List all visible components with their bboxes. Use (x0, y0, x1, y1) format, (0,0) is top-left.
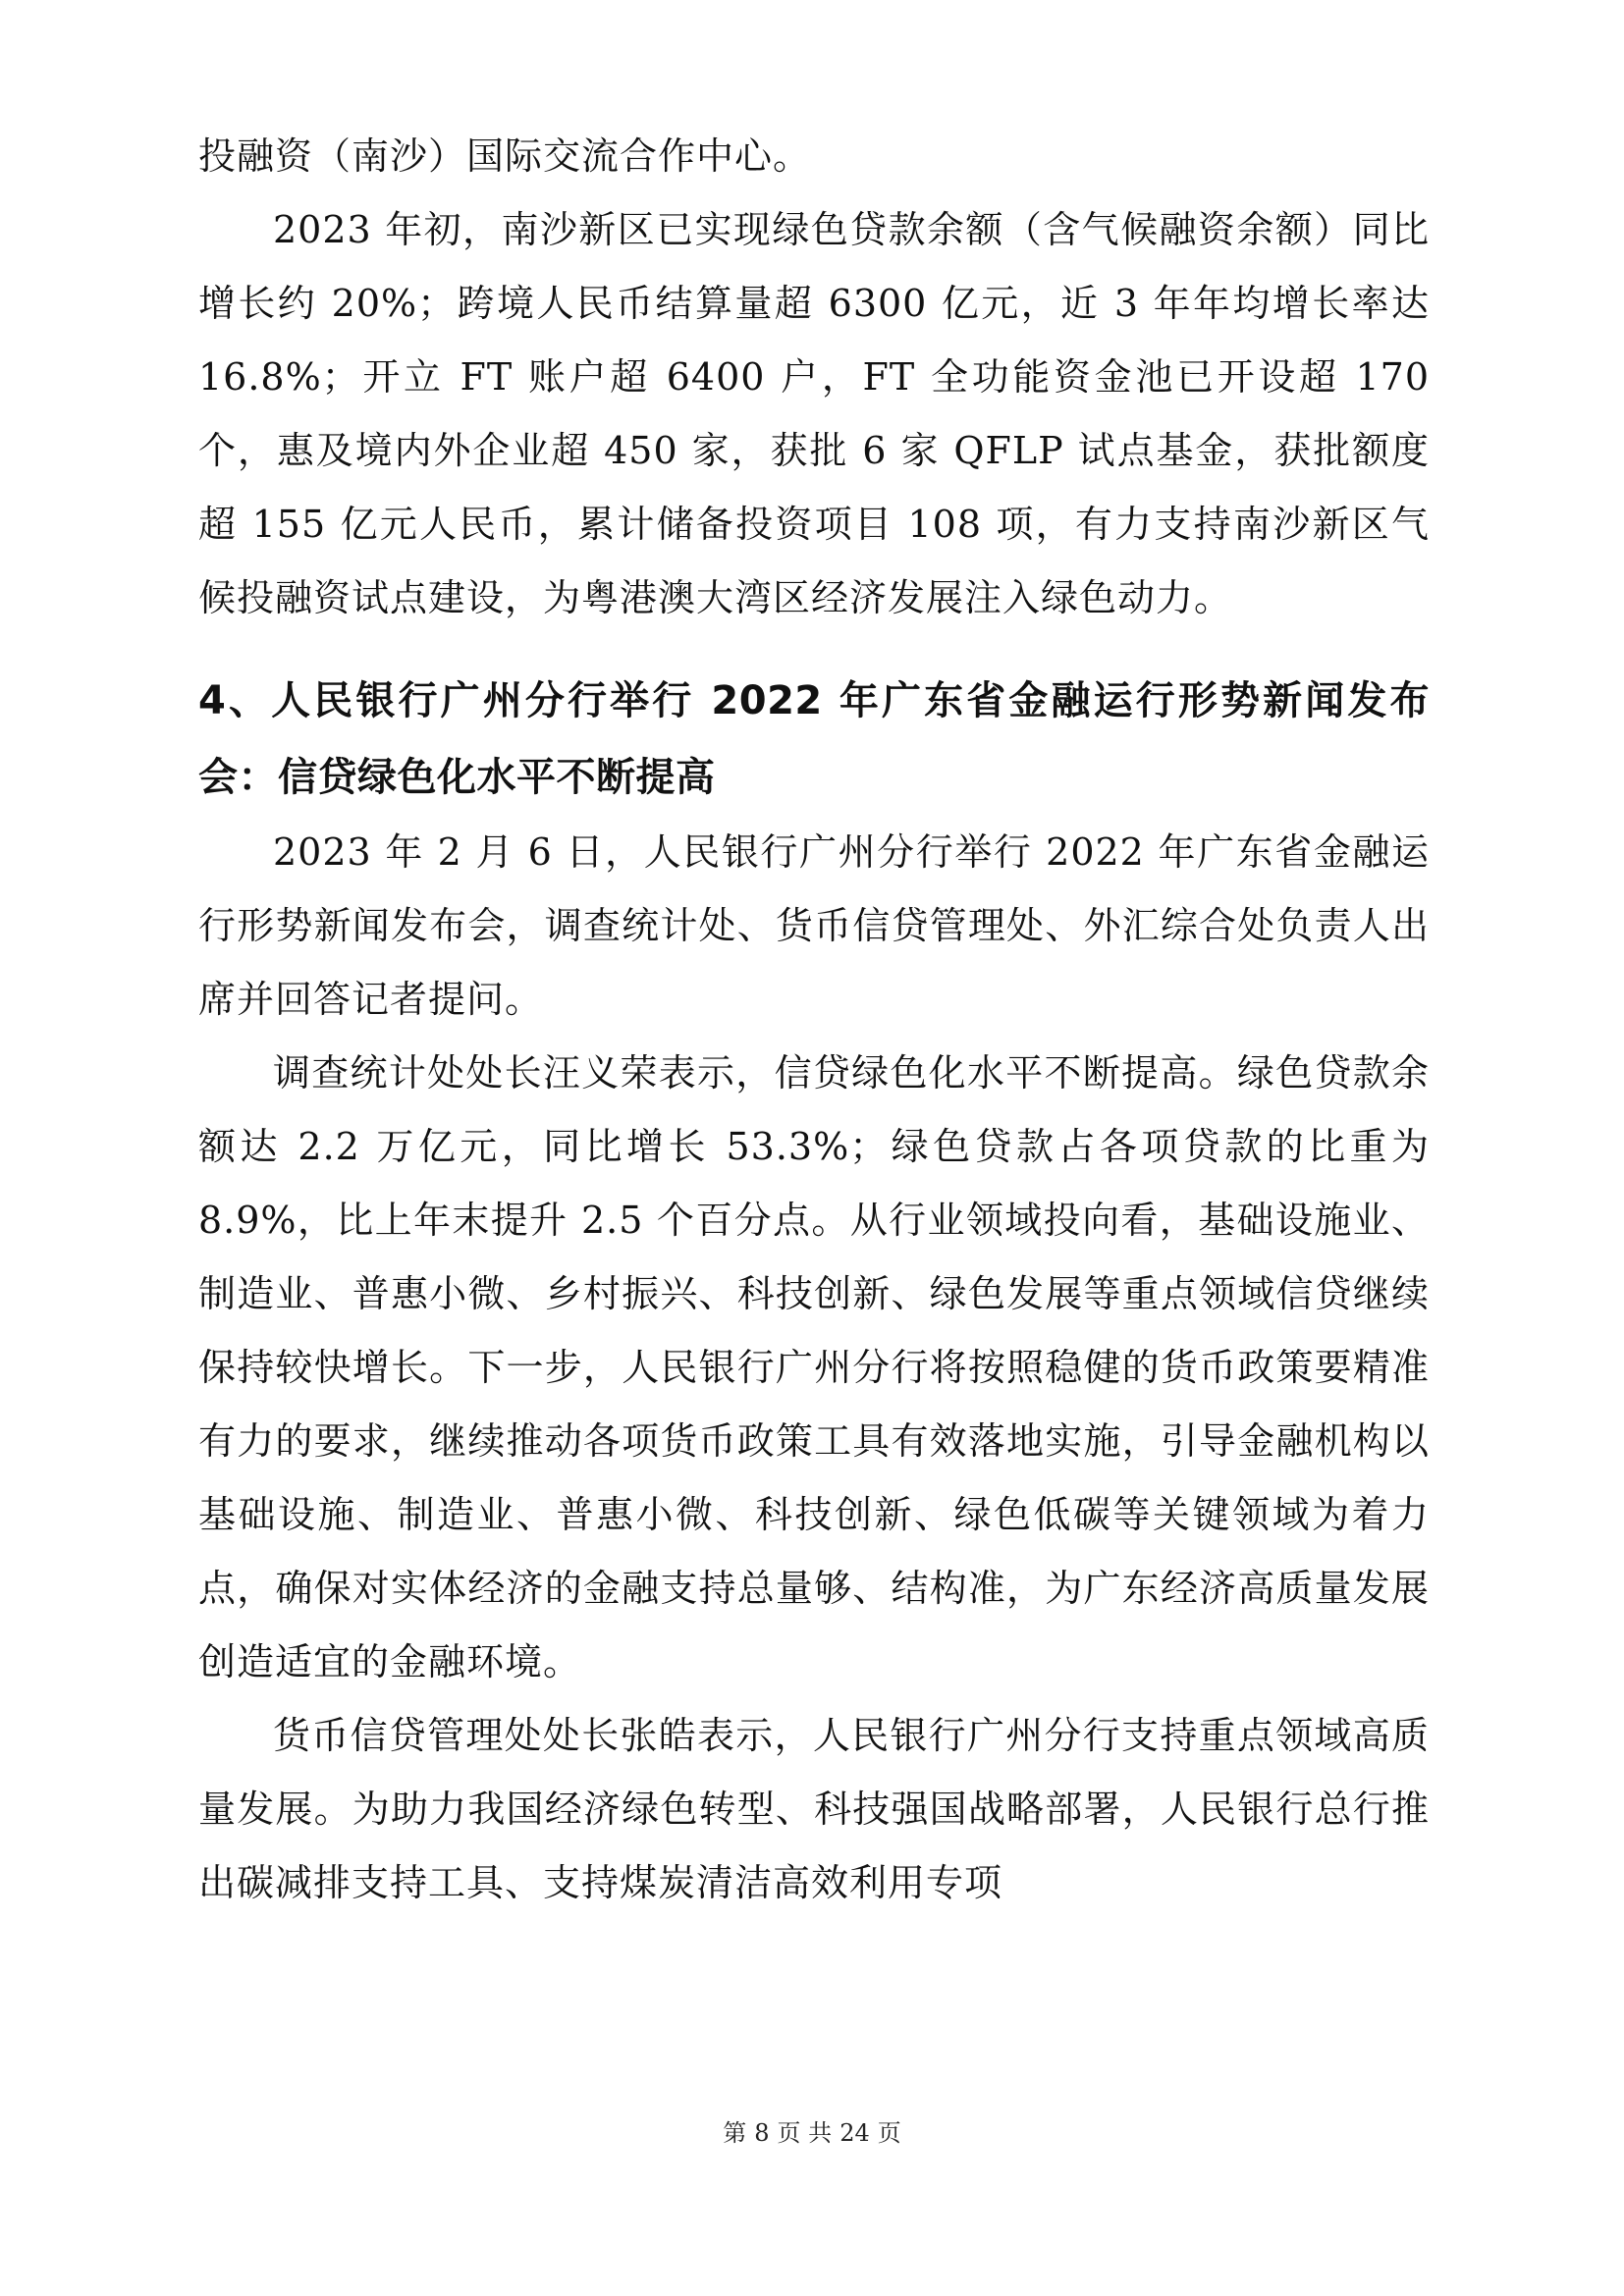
paragraph-nansha-green-finance: 2023 年初，南沙新区已实现绿色贷款余额（含气候融资余额）同比增长约 20%；跨境人民币结算量超 6300 亿元，近 3 年年均增长率达 16.8%；开立 FT 账户超 6400 户，FT 全功能资金池已开设超 170 个，惠及境内外企业超 450 家，获批 6 家 QFLP 试点基金，获批额度超 155 亿元人民币，累计储备投资项目 108 项，有力支持南沙新区气候投融资试点建设，为粤港澳大湾区经济发展注入绿色动力。 (198, 208, 1430, 619)
paragraph-press-conference: 2023 年 2 月 6 日，人民银行广州分行举行 2022 年广东省金融运行形势新闻发布会，调查统计处、货币信贷管理处、外汇综合处负责人出席并回答记者提问。 (198, 830, 1430, 1021)
document-body (198, 120, 1430, 1920)
section-heading: 4、人民银行广州分行举行 2022 年广东省金融运行形势新闻发布会：信贷绿色化水平不断提高 (198, 678, 1430, 800)
paragraph-survey-statistics: 调查统计处处长汪义荣表示，信贷绿色化水平不断提高。绿色贷款余额达 2.2 万亿元，同比增长 53.3%；绿色贷款占各项贷款的比重为 8.9%，比上年末提升 2.5 个百分点。从行业领域投向看，基础设施业、制造业、普惠小微、乡村振兴、科技创新、绿色发展等重点领域信贷继续保持较快增长。下一步，人民银行广州分行将按照稳健的货币政策要精准有力的要求，继续推动各项货币政策工具有效落地实施，引导金融机构以基础设施、制造业、普惠小微、科技创新、绿色低碳等关键领域为着力点，确保对实体经济的金融支持总量够、结构准，为广东经济高质量发展创造适宜的金融环境。 (198, 1051, 1430, 1683)
paragraph-continued: 投融资（南沙）国际交流合作中心。 (198, 134, 812, 178)
footer-suffix: 页 (877, 2119, 901, 2147)
footer-prefix: 第 (723, 2119, 747, 2147)
paragraph-monetary-credit: 货币信贷管理处处长张皓表示，人民银行广州分行支持重点领域高质量发展。为助力我国经济绿色转型、科技强国战略部署，人民银行总行推出碳减排支持工具、支持煤炭清洁高效利用专项 (198, 1714, 1430, 1904)
footer-middle: 页 共 (777, 2119, 833, 2147)
footer-total-pages: 24 (839, 2119, 870, 2147)
footer-page-number: 8 (754, 2119, 770, 2147)
page-footer (0, 2118, 1624, 2148)
